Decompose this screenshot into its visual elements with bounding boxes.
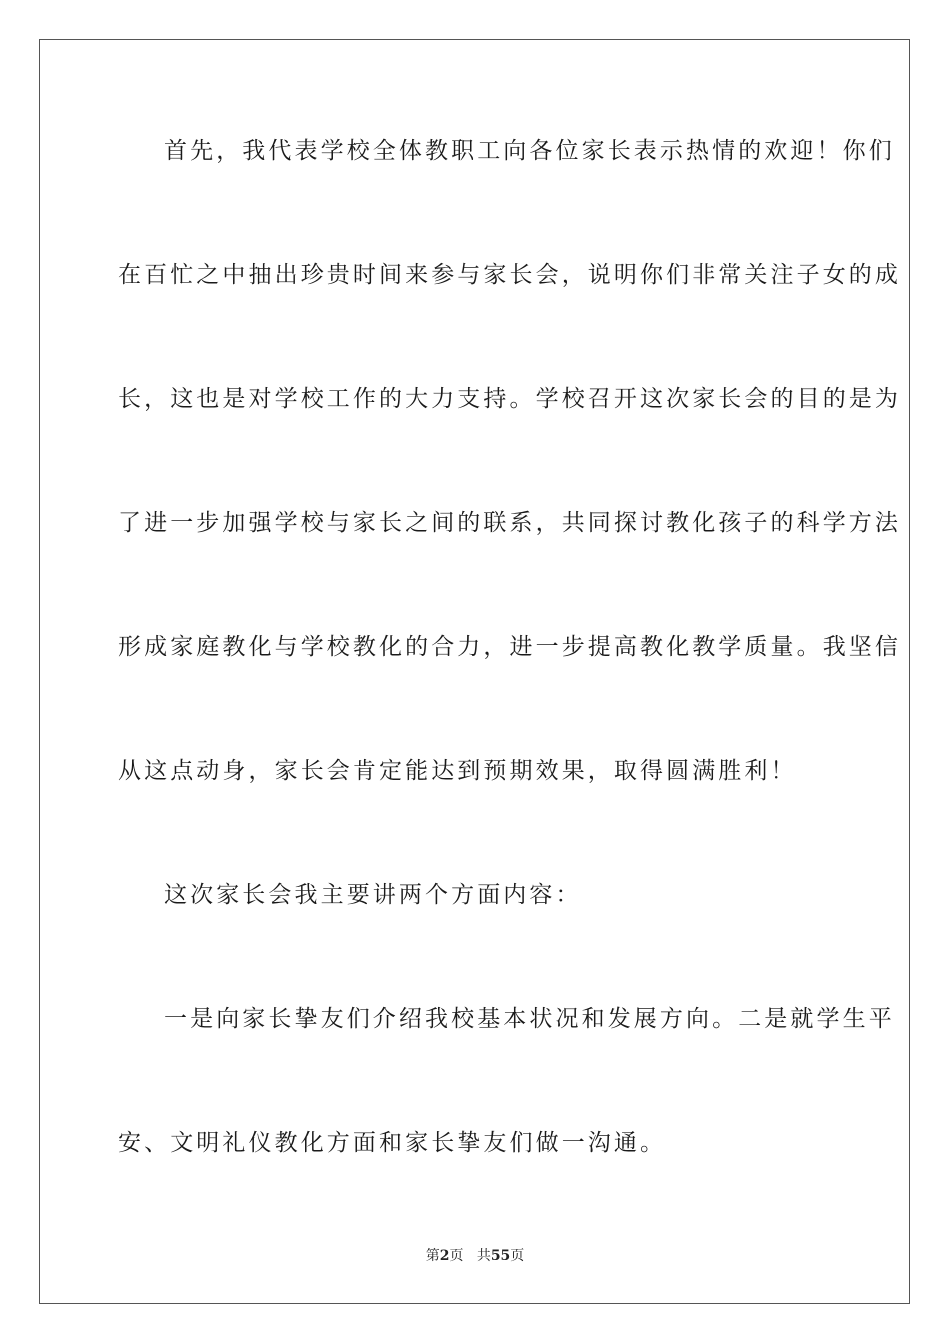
footer-page-suffix: 页 bbox=[449, 1248, 464, 1264]
paragraph-1-line-6: 从这点动身，家长会肯定能达到预期效果，取得圆满胜利！ bbox=[118, 758, 797, 784]
footer-total-suffix: 页 bbox=[510, 1248, 525, 1264]
page-footer bbox=[0, 1247, 950, 1265]
page-border bbox=[39, 39, 910, 1304]
paragraph-1-line-4: 了进一步加强学校与家长之间的联系，共同探讨教化孩子的科学方法 bbox=[118, 510, 901, 536]
paragraph-1-line-2: 在百忙之中抽出珍贵时间来参与家长会，说明你们非常关注子女的成 bbox=[118, 262, 901, 288]
footer-total-pages: 55 bbox=[490, 1248, 511, 1264]
footer-total-prefix: 共 bbox=[476, 1248, 491, 1264]
paragraph-2-line-1: 这次家长会我主要讲两个方面内容： bbox=[164, 882, 582, 908]
paragraph-3-line-2: 安、文明礼仪教化方面和家长挚友们做一沟通。 bbox=[118, 1130, 667, 1156]
paragraph-1-line-3: 长，这也是对学校工作的大力支持。学校召开这次家长会的目的是为 bbox=[118, 386, 901, 412]
paragraph-3-line-1: 一是向家长挚友们介绍我校基本状况和发展方向。二是就学生平 bbox=[164, 1006, 895, 1032]
footer-page-number: 2 bbox=[439, 1248, 450, 1264]
paragraph-1-line-5: 形成家庭教化与学校教化的合力，进一步提高教化教学质量。我坚信 bbox=[118, 634, 901, 660]
paragraph-1-line-1: 首先，我代表学校全体教职工向各位家长表示热情的欢迎！你们 bbox=[164, 138, 895, 164]
footer-page-prefix: 第 bbox=[425, 1248, 440, 1264]
